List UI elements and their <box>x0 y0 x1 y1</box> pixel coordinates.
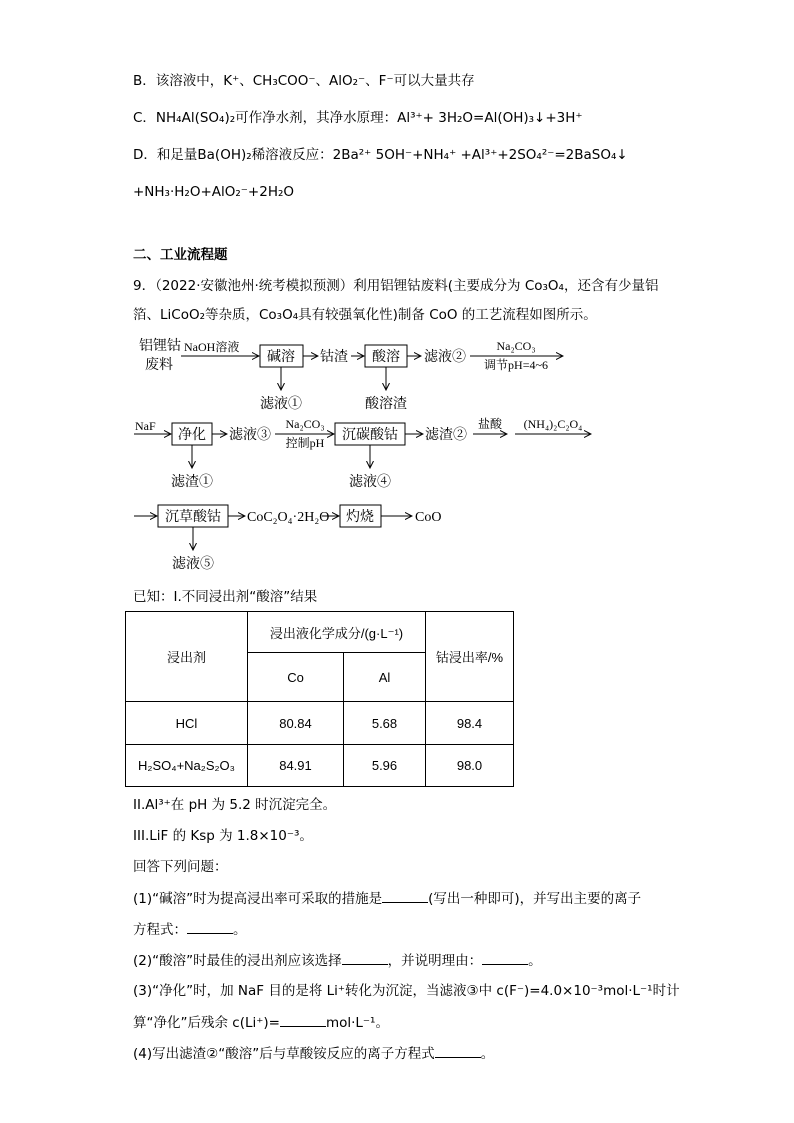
cell-al: 5.96 <box>344 745 426 787</box>
na2co3-top-label: Na₂CO₃ <box>496 339 536 353</box>
table-row <box>126 702 514 745</box>
header-cobalt-rate: 钴浸出率/% <box>426 612 514 702</box>
cell-al: 5.68 <box>344 702 426 745</box>
header-composition: 浸出液化学成分/(g·L⁻¹) <box>248 612 426 653</box>
answer-blank[interactable] <box>187 919 233 934</box>
table-row <box>126 745 514 787</box>
residue-1-label: 滤渣① <box>171 475 213 490</box>
cell-agent: HCl <box>126 702 248 745</box>
ammonium-oxalate-label: (NH₄)₂C₂O₄ <box>523 417 583 431</box>
cell-co: 84.91 <box>248 745 344 787</box>
cell-rate: 98.0 <box>426 745 514 787</box>
header-co: Co <box>248 653 344 702</box>
cell-agent: H₂SO₄+Na₂S₂O₃ <box>126 745 248 787</box>
na2co3-mid-label: Na₂CO₃ <box>285 417 325 431</box>
hcl-reagent-label: 盐酸 <box>477 417 503 431</box>
question-9-stem-line2: 箔、LiCoO₂等杂质，Co₃O₄具有较强氧化性)制备 CoO 的工艺流程如图所示。 <box>133 307 597 323</box>
cobalt-carbonate-box: 沉碳酸钴 <box>342 428 398 443</box>
ph-adjust-label: 调节pH=4~6 <box>484 358 548 372</box>
filtrate-4-label: 滤液④ <box>349 475 391 490</box>
feed-label-line2: 废料 <box>145 358 173 373</box>
question-4: (4)写出滤渣②“酸溶”后与草酸铵反应的离子方程式 。 <box>133 1043 494 1064</box>
answer-blank[interactable] <box>435 1043 481 1058</box>
answer-blank[interactable] <box>382 888 428 903</box>
naf-reagent-label: NaF <box>135 419 156 433</box>
residue-2-label: 滤渣② <box>425 428 467 443</box>
header-al: Al <box>344 653 426 702</box>
purify-box: 净化 <box>178 428 206 443</box>
question-3-line1: (3)“净化”时，加 NaF 目的是将 Li⁺转化为沉淀，当滤液③中 c(F⁻)=4.0×10⁻³mol·L⁻¹时计 <box>133 983 680 999</box>
option-d: D．和足量Ba(OH)₂稀溶液反应：2Ba²⁺ 5OH⁻+NH₄⁺ +Al³⁺+2SO₄²⁻=2BaSO₄↓ <box>133 147 628 163</box>
header-agent: 浸出剂 <box>126 612 248 702</box>
coo-product-label: CoO <box>415 510 442 525</box>
answer-blank[interactable] <box>482 950 528 965</box>
filtrate-3-label: 滤液③ <box>229 428 271 443</box>
process-flow-diagram <box>125 334 605 574</box>
acid-residue-label: 酸溶渣 <box>365 397 407 412</box>
filtrate-2-label: 滤液② <box>424 350 466 365</box>
question-2: (2)“酸溶”时最佳的浸出剂应该选择 ，并说明理由： 。 <box>133 950 542 971</box>
answer-blank[interactable] <box>342 950 388 965</box>
cell-co: 80.84 <box>248 702 344 745</box>
leaching-results-table <box>125 611 514 787</box>
question-1-line2: 方程式： 。 <box>133 919 247 940</box>
question-3-line2: 算“净化”后残余 c(Li⁺)= mol·L⁻¹。 <box>133 1012 389 1033</box>
question-1-line1: (1)“碱溶”时为提高浸出率可采取的措施是 (写出一种即可)，并写出主要的离子 <box>133 888 641 909</box>
filtrate-1-label: 滤液① <box>260 397 302 412</box>
acid-dissolve-box: 酸溶 <box>372 350 400 365</box>
filtrate-5-label: 滤液⑤ <box>172 557 214 572</box>
answer-blank[interactable] <box>280 1012 326 1027</box>
question-9-stem-line1: 9．（2022·安徽池州·统考模拟预测）利用铝锂钴废料(主要成分为 Co₃O₄，还含有少量铝 <box>133 278 659 294</box>
option-b: B．该溶液中，K⁺、CH₃COO⁻、AlO₂⁻、F⁻可以大量共存 <box>133 73 475 89</box>
calcine-box: 灼烧 <box>346 510 374 525</box>
naoh-reagent-label: NaOH溶液 <box>184 340 240 354</box>
cell-rate: 98.4 <box>426 702 514 745</box>
oxalate-product-label: CoC₂O₄·2H₂O <box>247 510 330 525</box>
known-condition-1: 已知：I.不同浸出剂“酸溶”结果 <box>133 589 318 605</box>
option-d-continued: +NH₃·H₂O+AlO₂⁻+2H₂O <box>133 184 295 200</box>
known-condition-2: II.Al³⁺在 pH 为 5.2 时沉淀完全。 <box>133 797 337 813</box>
section-heading: 二、工业流程题 <box>133 247 228 263</box>
feed-label-line1: 铝锂钴 <box>139 339 181 354</box>
alkali-dissolve-box: 碱溶 <box>267 350 295 365</box>
cobalt-oxalate-box: 沉草酸钴 <box>165 510 221 525</box>
ph-control-label: 控制pH <box>285 436 325 450</box>
answer-intro: 回答下列问题： <box>133 859 228 875</box>
known-condition-3: III.LiF 的 Ksp 为 1.8×10⁻³。 <box>133 828 313 844</box>
option-c: C．NH₄Al(SO₄)₂可作净水剂，其净水原理：Al³⁺+ 3H₂O=Al(OH)₃↓+3H⁺ <box>133 110 583 126</box>
cobalt-residue-label: 钴渣 <box>320 350 348 365</box>
